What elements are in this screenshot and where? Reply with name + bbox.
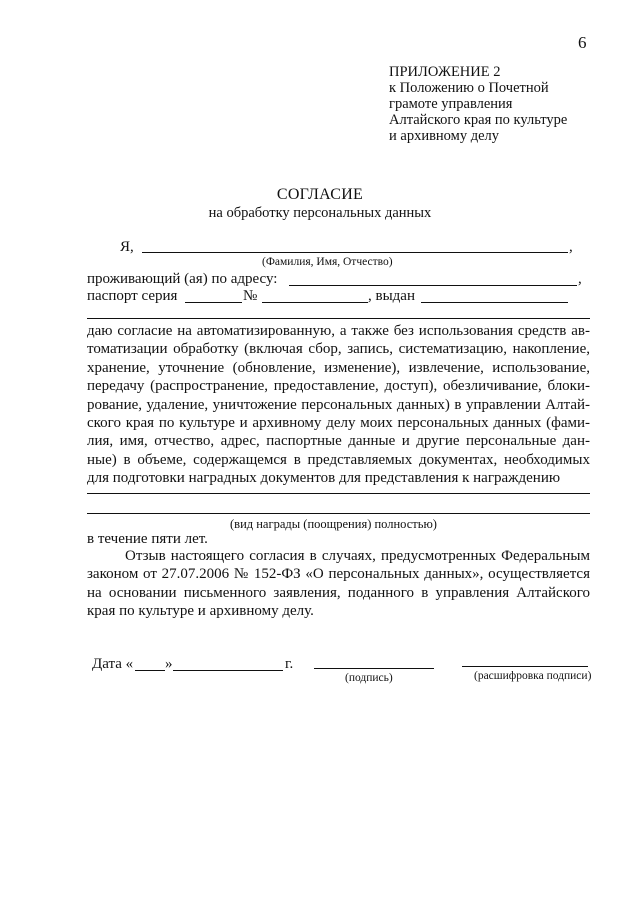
transcript-caption: (расшифровка подписи) bbox=[474, 670, 592, 682]
consent-line: даю согласие на автоматизированную, а также без использования средств ав- bbox=[87, 323, 590, 339]
consent-text bbox=[87, 322, 590, 488]
document-subtitle: на обработку персональных данных bbox=[208, 205, 432, 221]
consent-line: для подготовки наградных документов для представления к награждению bbox=[87, 470, 561, 487]
year-suffix: г. bbox=[285, 656, 294, 672]
appendix-line: ПРИЛОЖЕНИЕ 2 bbox=[389, 64, 501, 80]
name-caption: (Фамилия, Имя, Отчество) bbox=[262, 256, 393, 268]
appendix-line: грамоте управления bbox=[389, 96, 513, 112]
consent-line: лия, имя, отчество, адрес, паспортные данные и другие персональные дан- bbox=[87, 433, 590, 450]
passport-number-label: № bbox=[243, 288, 258, 304]
withdrawal-line: Отзыв настоящего согласия в случаях, предусмотренных Федеральным bbox=[125, 548, 590, 564]
name-trailing-comma: , bbox=[569, 239, 573, 255]
address-trailing-comma: , bbox=[578, 271, 582, 287]
consent-line: ского края по культуре и архивному делу моих персональных данных (фами- bbox=[87, 415, 590, 432]
withdrawal-line: законом от 27.07.2006 № 152-ФЗ «О персональных данных», осуществляется bbox=[87, 566, 590, 583]
address-field-line[interactable] bbox=[289, 285, 577, 286]
date-month-line[interactable] bbox=[173, 670, 283, 671]
appendix-header bbox=[389, 64, 567, 144]
appendix-line: Алтайского края по культуре bbox=[389, 112, 568, 128]
withdrawal-line: края по культуре и архивному делу. bbox=[87, 603, 314, 620]
consent-line: ные) в объеме, содержащемся в представляемых документах, необходимых bbox=[87, 451, 590, 468]
issued-label: , выдан bbox=[368, 288, 415, 304]
withdrawal-line: на основании письменного заявления, поданного в управления Алтайского bbox=[87, 584, 590, 601]
page-number: 6 bbox=[578, 33, 587, 52]
date-day-line[interactable] bbox=[135, 670, 165, 671]
passport-number-line[interactable] bbox=[262, 302, 368, 303]
date-mid-quote: » bbox=[165, 656, 173, 672]
consent-line: рование, удаление, уничтожение персональных данных) в управлении Алтай- bbox=[87, 396, 590, 413]
consent-line: передачу (распространение, предоставление, доступ), обезличивание, блоки- bbox=[87, 378, 590, 395]
consent-line: хранение, уточнение (обновление, изменение), извлечение, использование, bbox=[87, 359, 590, 376]
award-caption: (вид награды (поощрения) полностью) bbox=[230, 517, 437, 531]
award-line-1[interactable] bbox=[87, 493, 590, 494]
residing-label: проживающий (ая) по адресу: bbox=[87, 271, 278, 287]
appendix-line: и архивному делу bbox=[389, 128, 500, 144]
signature-line[interactable] bbox=[314, 668, 434, 669]
document-title: СОГЛАСИЕ bbox=[276, 186, 364, 203]
issued-by-line[interactable] bbox=[421, 302, 568, 303]
passport-series-line[interactable] bbox=[185, 302, 242, 303]
appendix-line: к Положению о Почетной bbox=[389, 80, 549, 96]
name-field-line[interactable] bbox=[142, 252, 568, 253]
transcript-line[interactable] bbox=[462, 666, 588, 667]
withdrawal-text bbox=[87, 547, 590, 621]
term-text: в течение пяти лет. bbox=[87, 531, 208, 547]
consent-line: томатизации обработку (включая сбор, запись, систематизацию, накопление, bbox=[87, 341, 590, 358]
passport-series-label: паспорт серия bbox=[87, 288, 178, 304]
award-line-2[interactable] bbox=[87, 513, 590, 514]
issued-continuation-line[interactable] bbox=[87, 318, 590, 319]
i-label: Я, bbox=[120, 239, 134, 255]
date-label: Дата « bbox=[92, 656, 134, 672]
signature-caption: (подпись) bbox=[345, 672, 393, 684]
